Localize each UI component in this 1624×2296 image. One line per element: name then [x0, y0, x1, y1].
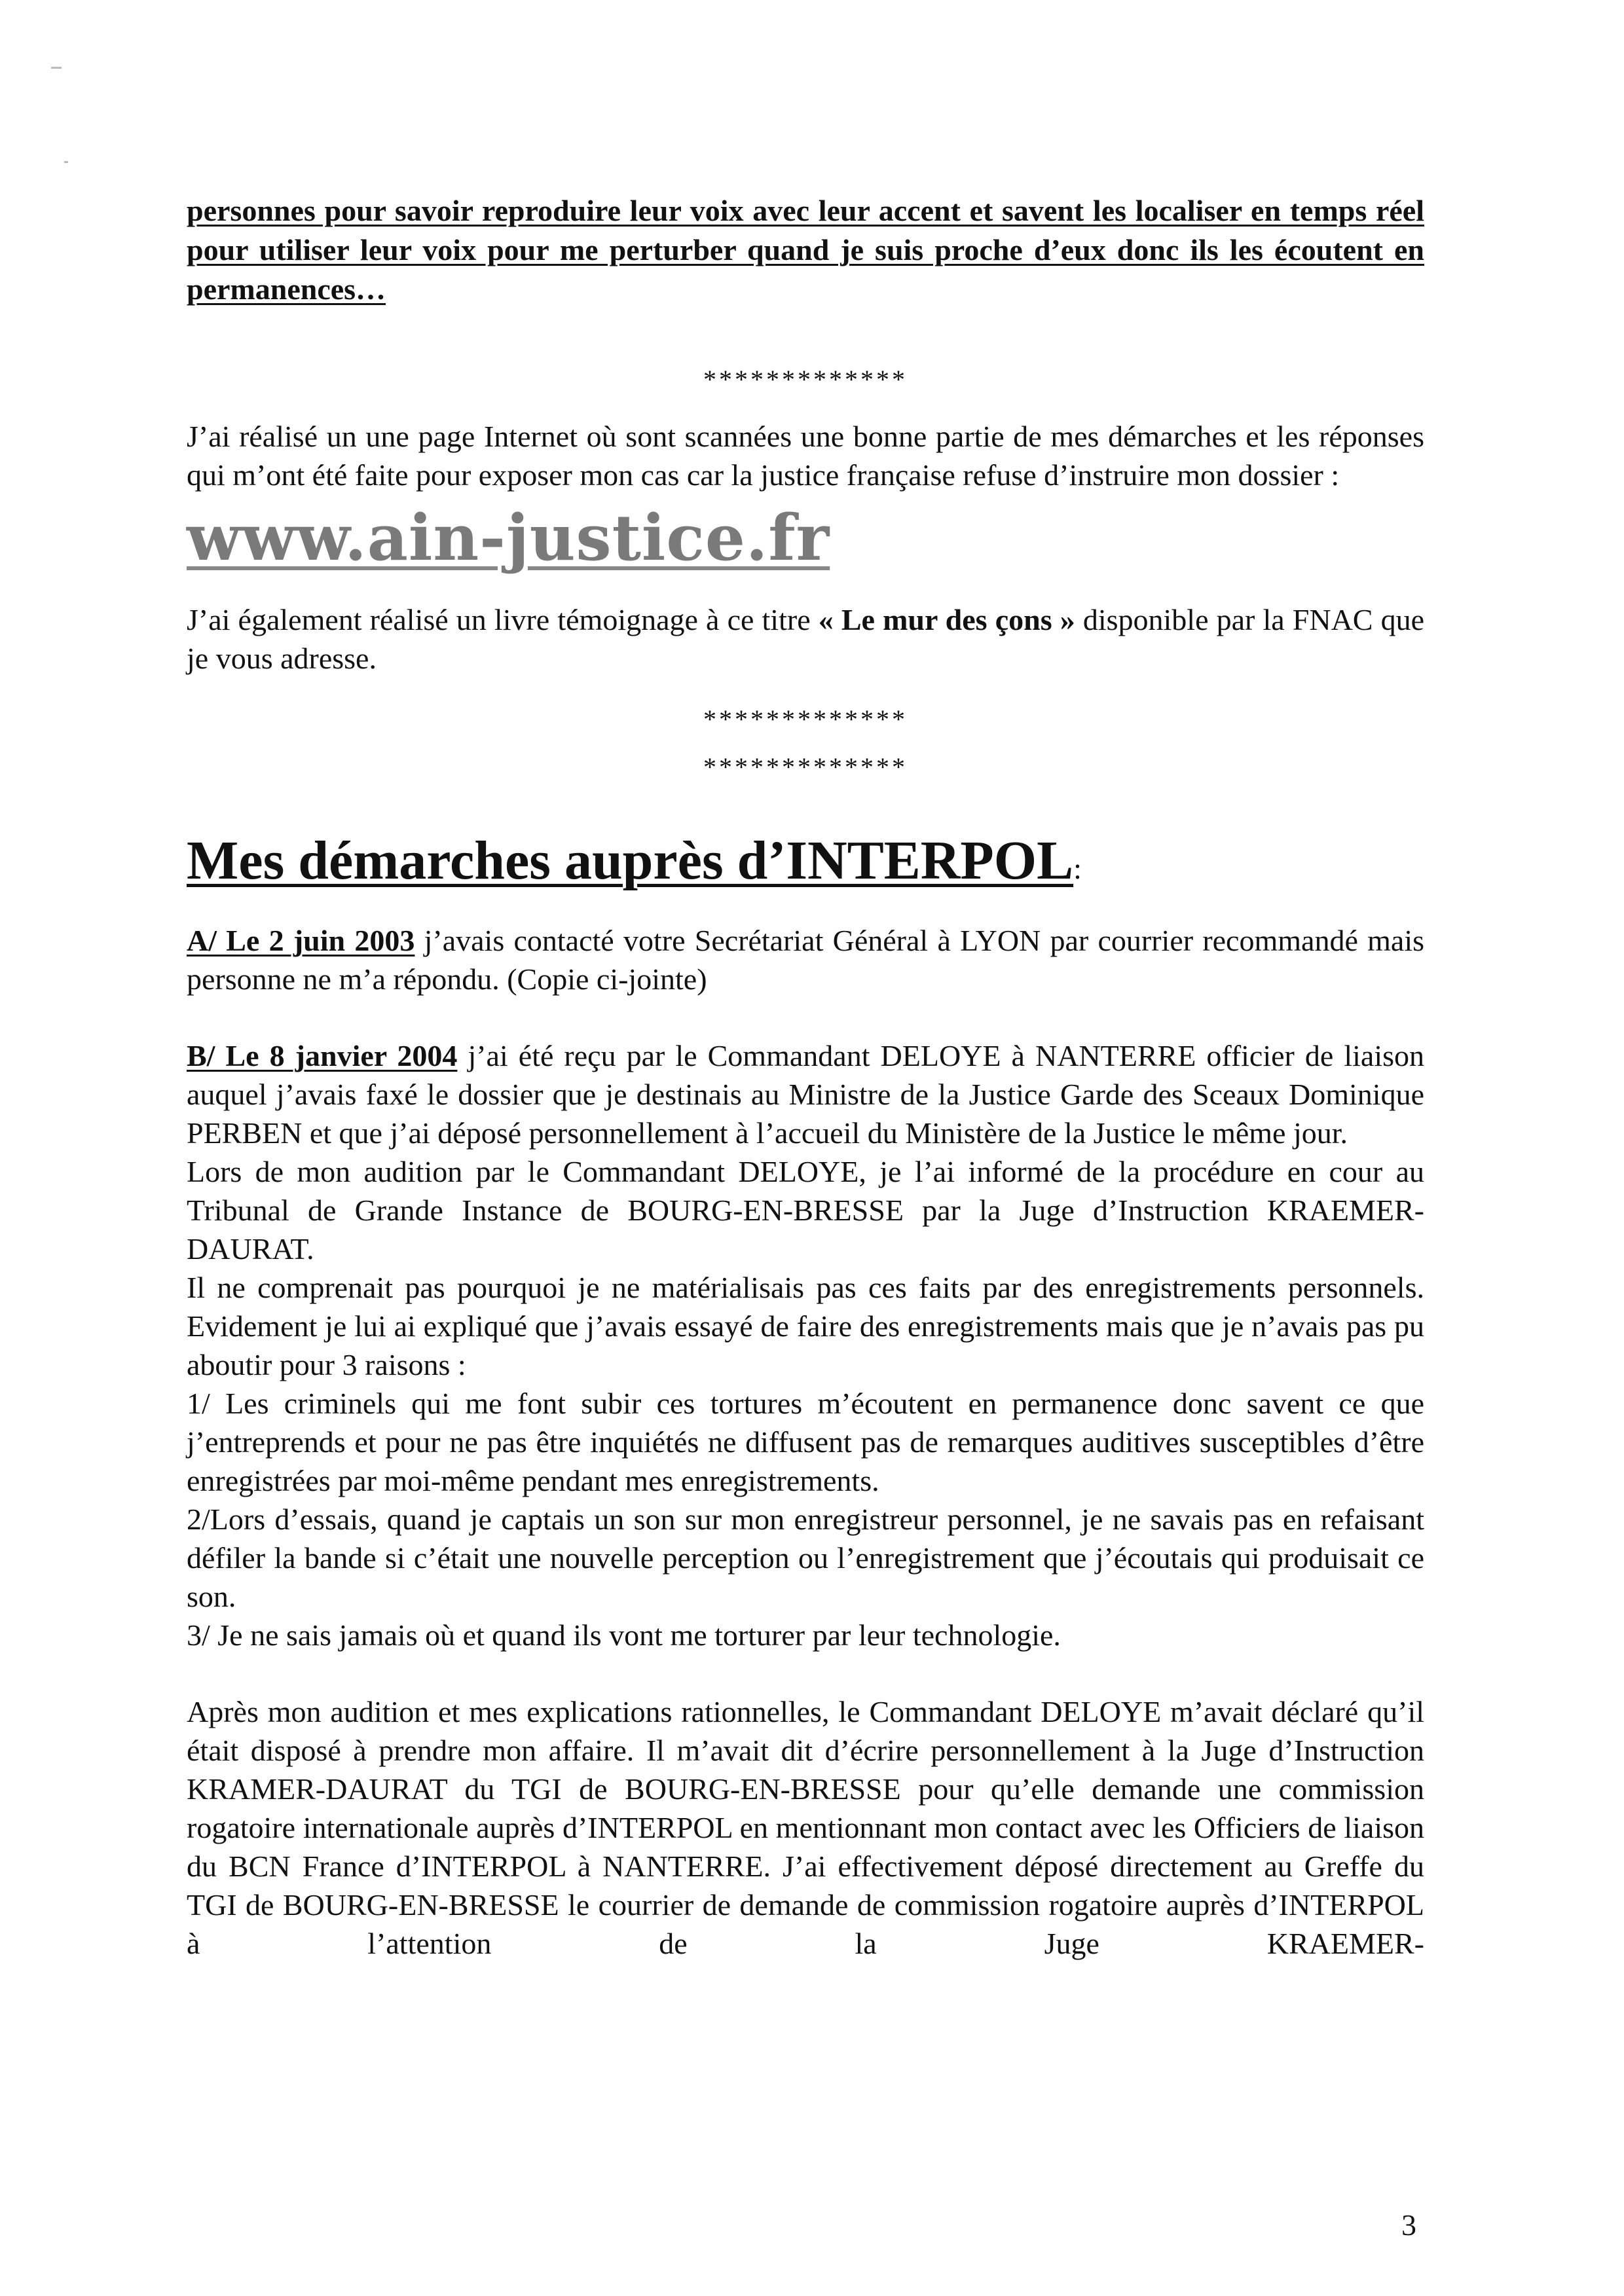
reason-1: 1/ Les criminels qui me font subir ces tortures m’écoutent en permanence donc savent ce que j’entreprends et pour ne pas être inquiétés ne diffusent pas de remarques auditives susceptibles d’être enregistrées par moi-même pendant mes enregistrements.: [187, 1387, 1424, 1497]
scan-mark-left: [51, 67, 62, 69]
item-b-label: B/ Le 8 janvier 2004: [187, 1039, 458, 1072]
item-a-label: A/ Le 2 juin 2003: [187, 924, 415, 957]
separator-1: *************: [703, 365, 908, 394]
item-b-text: j’ai été reçu par le Commandant DELOYE à NANTERRE officier de liaison auquel j’avais faxé le dossier que je destinais au Ministre de la Justice Garde des Sceaux Dominique PERBEN et que j’ai déposé personnellement à l’accueil du Ministère de la Justice le même jour.: [187, 1039, 1424, 1150]
section-title: [187, 828, 1424, 902]
page-number: 3: [1401, 2208, 1416, 2242]
reason-3: 3/ Je ne sais jamais où et quand ils vont me torturer par leur technologie.: [187, 1618, 1061, 1652]
section-title-text: Mes démarches auprès d’INTERPOL: [187, 830, 1074, 891]
book-title: « Le mur des çons »: [818, 603, 1075, 636]
separator-3: *************: [703, 752, 908, 782]
book-text-before: J’ai également réalisé un livre témoignage à ce titre: [187, 603, 819, 636]
website-url: www.ain-justice.fr: [187, 501, 830, 575]
reason-2: 2/Lors d’essais, quand je captais un son sur mon enregistreur personnel, je ne savais pas en refaisant défiler la bande si c’était une nouvelle perception ou l’enregistrement que j’écoutais qui produisait ce son.: [187, 1503, 1424, 1613]
item-a-paragraph: [187, 921, 1424, 998]
website-paragraph: J’ai réalisé un une page Internet où sont scannées une bonne partie de mes démarches et les réponses qui m’ont été faite pour exposer mon cas car la justice française refuse d’instruire mon dossier :: [187, 420, 1424, 492]
section-title-colon: :: [1073, 852, 1082, 885]
book-text-after: disponible par la FNAC que je vous adresse.: [187, 603, 1425, 675]
final-paragraph: Après mon audition et mes explications rationnelles, le Commandant DELOYE m’avait déclaré qu’il était disposé à prendre mon affaire. Il m’avait dit d’écrire personnellement à la Juge d’Instruction KRAMER-DAURAT du TGI de BOURG-EN-BRESSE pour qu’elle demande une commission rogatoire internationale auprès d’INTERPOL en mentionnant mon contact avec les Officiers de liaison du BCN France d’INTERPOL à NANTERRE. J’ai effectivement déposé directement au Greffe du TGI de BOURG-EN-BRESSE le courrier de demande de commission rogatoire auprès d’INTERPOL à l’attention de la Juge KRAEMER-: [187, 1695, 1424, 1960]
document-page: [187, 191, 1424, 1963]
item-a-text: j’avais contacté votre Secrétariat Général à LYON par courrier recommandé mais personne ne m’a répondu. (Copie ci-jointe): [187, 924, 1424, 996]
intro-paragraph: personnes pour savoir reproduire leur voix avec leur accent et savent les localiser en temps réel pour utiliser leur voix pour me perturber quand je suis proche d’eux donc ils les écoutent en permanences…: [187, 194, 1424, 306]
separator-2: *************: [703, 704, 908, 734]
recordings-paragraph: Il ne comprenait pas pourquoi je ne matérialisais pas ces faits par des enregistrements personnels. Evidement je lui ai expliqué que j’avais essayé de faire des enregistrements mais que je n’avais pas pu aboutir pour 3 raisons :: [187, 1271, 1424, 1381]
item-b-paragraph: [187, 1036, 1424, 1152]
hearing-paragraph: Lors de mon audition par le Commandant DELOYE, je l’ai informé de la procédure en cour au Tribunal de Grande Instance de BOURG-EN-BRESSE par la Juge d’Instruction KRAEMER-DAURAT.: [187, 1155, 1424, 1266]
scan-mark-left-2: [64, 161, 68, 163]
book-paragraph: [187, 600, 1424, 678]
